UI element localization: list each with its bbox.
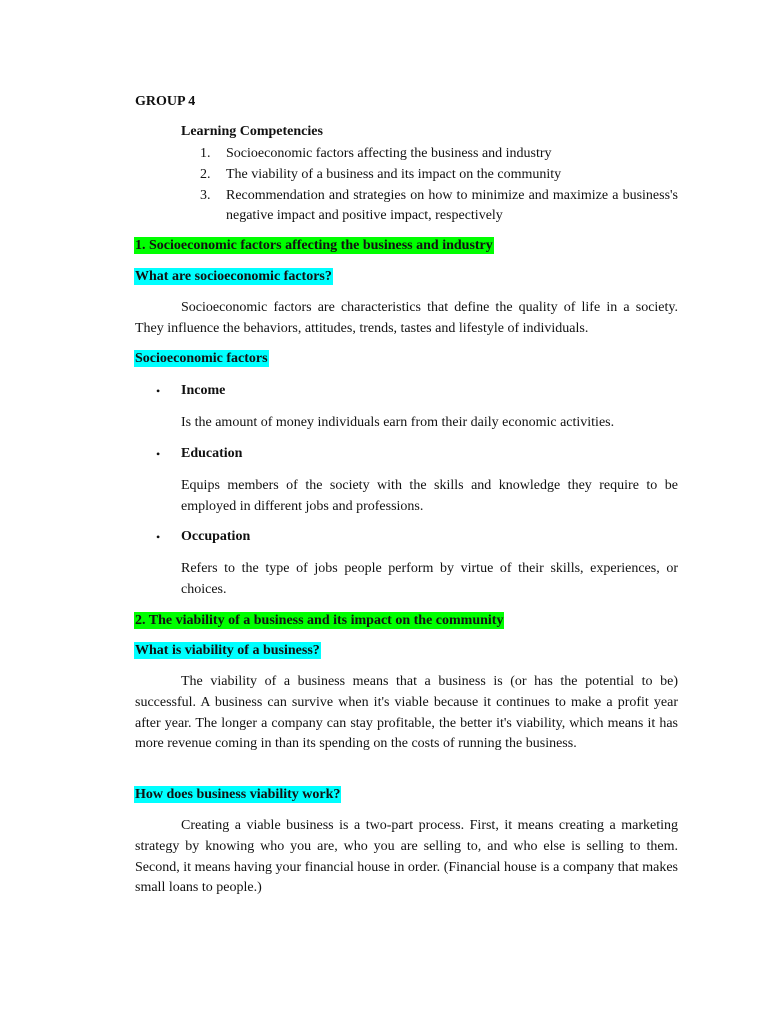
section1-question: What are socioeconomic factors? xyxy=(135,269,332,284)
bullet-icon: • xyxy=(156,530,161,544)
competency-number: 3. xyxy=(200,187,211,203)
competency-number: 1. xyxy=(200,146,211,161)
competency-text: Socioeconomic factors affecting the business and industry xyxy=(226,146,552,161)
competency-text: Recommendation and strategies on how to minimize and maximize a business's negative impact and positive impact, respectively xyxy=(226,187,678,224)
section2-heading: 2. The viability of a business and its impact on the community xyxy=(135,613,504,628)
competency-item xyxy=(200,186,678,228)
section2-question-how: How does business viability work? xyxy=(135,787,341,802)
factor-title-occupation: Occupation xyxy=(181,529,251,544)
competency-item xyxy=(200,144,678,165)
competency-text: The viability of a business and its impact on the community xyxy=(226,166,562,182)
section1-paragraph: Socioeconomic factors are characteristics that define the quality of life in a society. They influence the behaviors, attitudes, trends, tastes and lifestyle of individuals. xyxy=(135,300,678,336)
section2-paragraph-viability: The viability of a business means that a business is (or has the potential to be) successful. A business can survive when it's viable because it continues to make a profit year after year. The longer a company can stay profitable, the better it's viability, which means it has more revenue coming in than its spending on the costs of running the business. xyxy=(135,674,678,752)
competency-item xyxy=(200,165,678,186)
factor-title-income: Income xyxy=(181,383,226,398)
competencies-heading: Learning Competencies xyxy=(181,124,323,139)
factor-desc-occupation: Refers to the type of jobs people perform by virtue of their skills, experiences, or choices. xyxy=(181,561,678,597)
section1-heading: 1. Socioeconomic factors affecting the business and industry xyxy=(135,238,493,253)
bullet-icon: • xyxy=(156,384,161,398)
factor-desc-income: Is the amount of money individuals earn from their daily economic activities. xyxy=(181,415,615,430)
section2-question-viability: What is viability of a business? xyxy=(135,643,320,658)
factor-desc-education: Equips members of the society with the skills and knowledge they require to be employed in different jobs and professions. xyxy=(181,478,678,514)
factor-title-education: Education xyxy=(181,446,243,461)
section2-paragraph-how: Creating a viable business is a two-part process. First, it means creating a marketing strategy by knowing who you are, who you are selling to, and who else is selling to them. Second, it means having your financial house in order. (Financial house is a company that makes small loans to people.) xyxy=(135,818,678,896)
group-title: GROUP 4 xyxy=(135,94,196,109)
factors-subheading: Socioeconomic factors xyxy=(135,351,268,366)
bullet-icon: • xyxy=(156,447,161,461)
competency-number: 2. xyxy=(200,166,211,182)
competencies-list xyxy=(200,144,678,227)
